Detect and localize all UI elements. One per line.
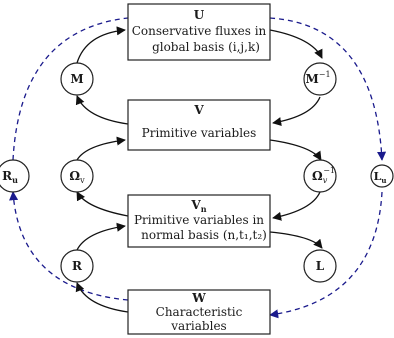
operator-l-u-sub: u — [381, 176, 387, 185]
box-v-symbol: V — [194, 103, 204, 117]
operator-l-u-main: L — [373, 170, 382, 183]
operator-m-label: M — [70, 72, 84, 86]
arrow-m-to-u — [77, 30, 125, 63]
operator-r-u-main: R — [2, 169, 13, 183]
box-u-symbol: U — [193, 8, 205, 22]
arrow-omegainv-to-vn — [273, 192, 320, 218]
box-u-line1: Conservative fluxes in — [131, 24, 267, 38]
arrow-omega-to-v — [77, 140, 125, 160]
box-w-line2: variables — [171, 319, 227, 333]
operator-l-label: L — [315, 259, 325, 273]
box-w — [128, 290, 270, 334]
operator-omega-v-inv-main: Ω — [312, 169, 323, 183]
arrow-vn-to-l — [270, 232, 322, 248]
operator-l — [304, 250, 336, 282]
operator-omega-v-inv — [304, 160, 336, 192]
operator-omega-v-inv-sub: v — [322, 176, 328, 185]
box-v — [128, 100, 270, 150]
box-w-line1: Characteristic — [155, 305, 243, 319]
operator-m-inv — [304, 63, 336, 95]
box-vn — [128, 195, 270, 247]
box-w-symbol: W — [192, 291, 206, 305]
forward-connectors — [270, 30, 322, 248]
operator-r-u-sub: u — [12, 175, 18, 185]
operator-r — [61, 250, 93, 282]
arrow-minv-to-v — [273, 97, 320, 123]
arrow-v-to-m — [77, 96, 128, 124]
arrow-u-to-minv — [270, 30, 322, 58]
operator-r-u — [0, 160, 29, 192]
operator-l-u — [371, 165, 393, 187]
box-vn-symbol-main: V — [191, 198, 201, 212]
operator-r-label: R — [72, 259, 82, 273]
arrow-vn-to-omega — [77, 192, 128, 216]
box-vn-symbol-sub: n — [200, 204, 207, 214]
operator-omega-v — [61, 160, 93, 192]
operator-omega-v-main: Ω — [69, 169, 81, 183]
operator-omega-v-inv-sup: −1 — [323, 166, 336, 175]
box-v-line1: Primitive variables — [141, 126, 257, 140]
box-u-line2: global basis (i,j,k) — [152, 40, 260, 54]
operator-omega-v-sub: v — [80, 176, 85, 185]
operator-m-inv-main: M — [305, 72, 319, 86]
arrow-r-to-vn — [77, 226, 125, 250]
box-u — [128, 4, 270, 60]
box-vn-line1: Primitive variables in — [133, 213, 265, 227]
arrow-w-to-r — [77, 283, 128, 312]
operator-m — [61, 63, 93, 95]
operator-m-inv-sup: −1 — [318, 70, 331, 79]
arrow-v-to-omegainv — [270, 140, 321, 160]
dashed-arrow-w-to-ru — [13, 192, 128, 300]
box-vn-line2: normal basis (n,t₁,t₂) — [141, 228, 267, 242]
